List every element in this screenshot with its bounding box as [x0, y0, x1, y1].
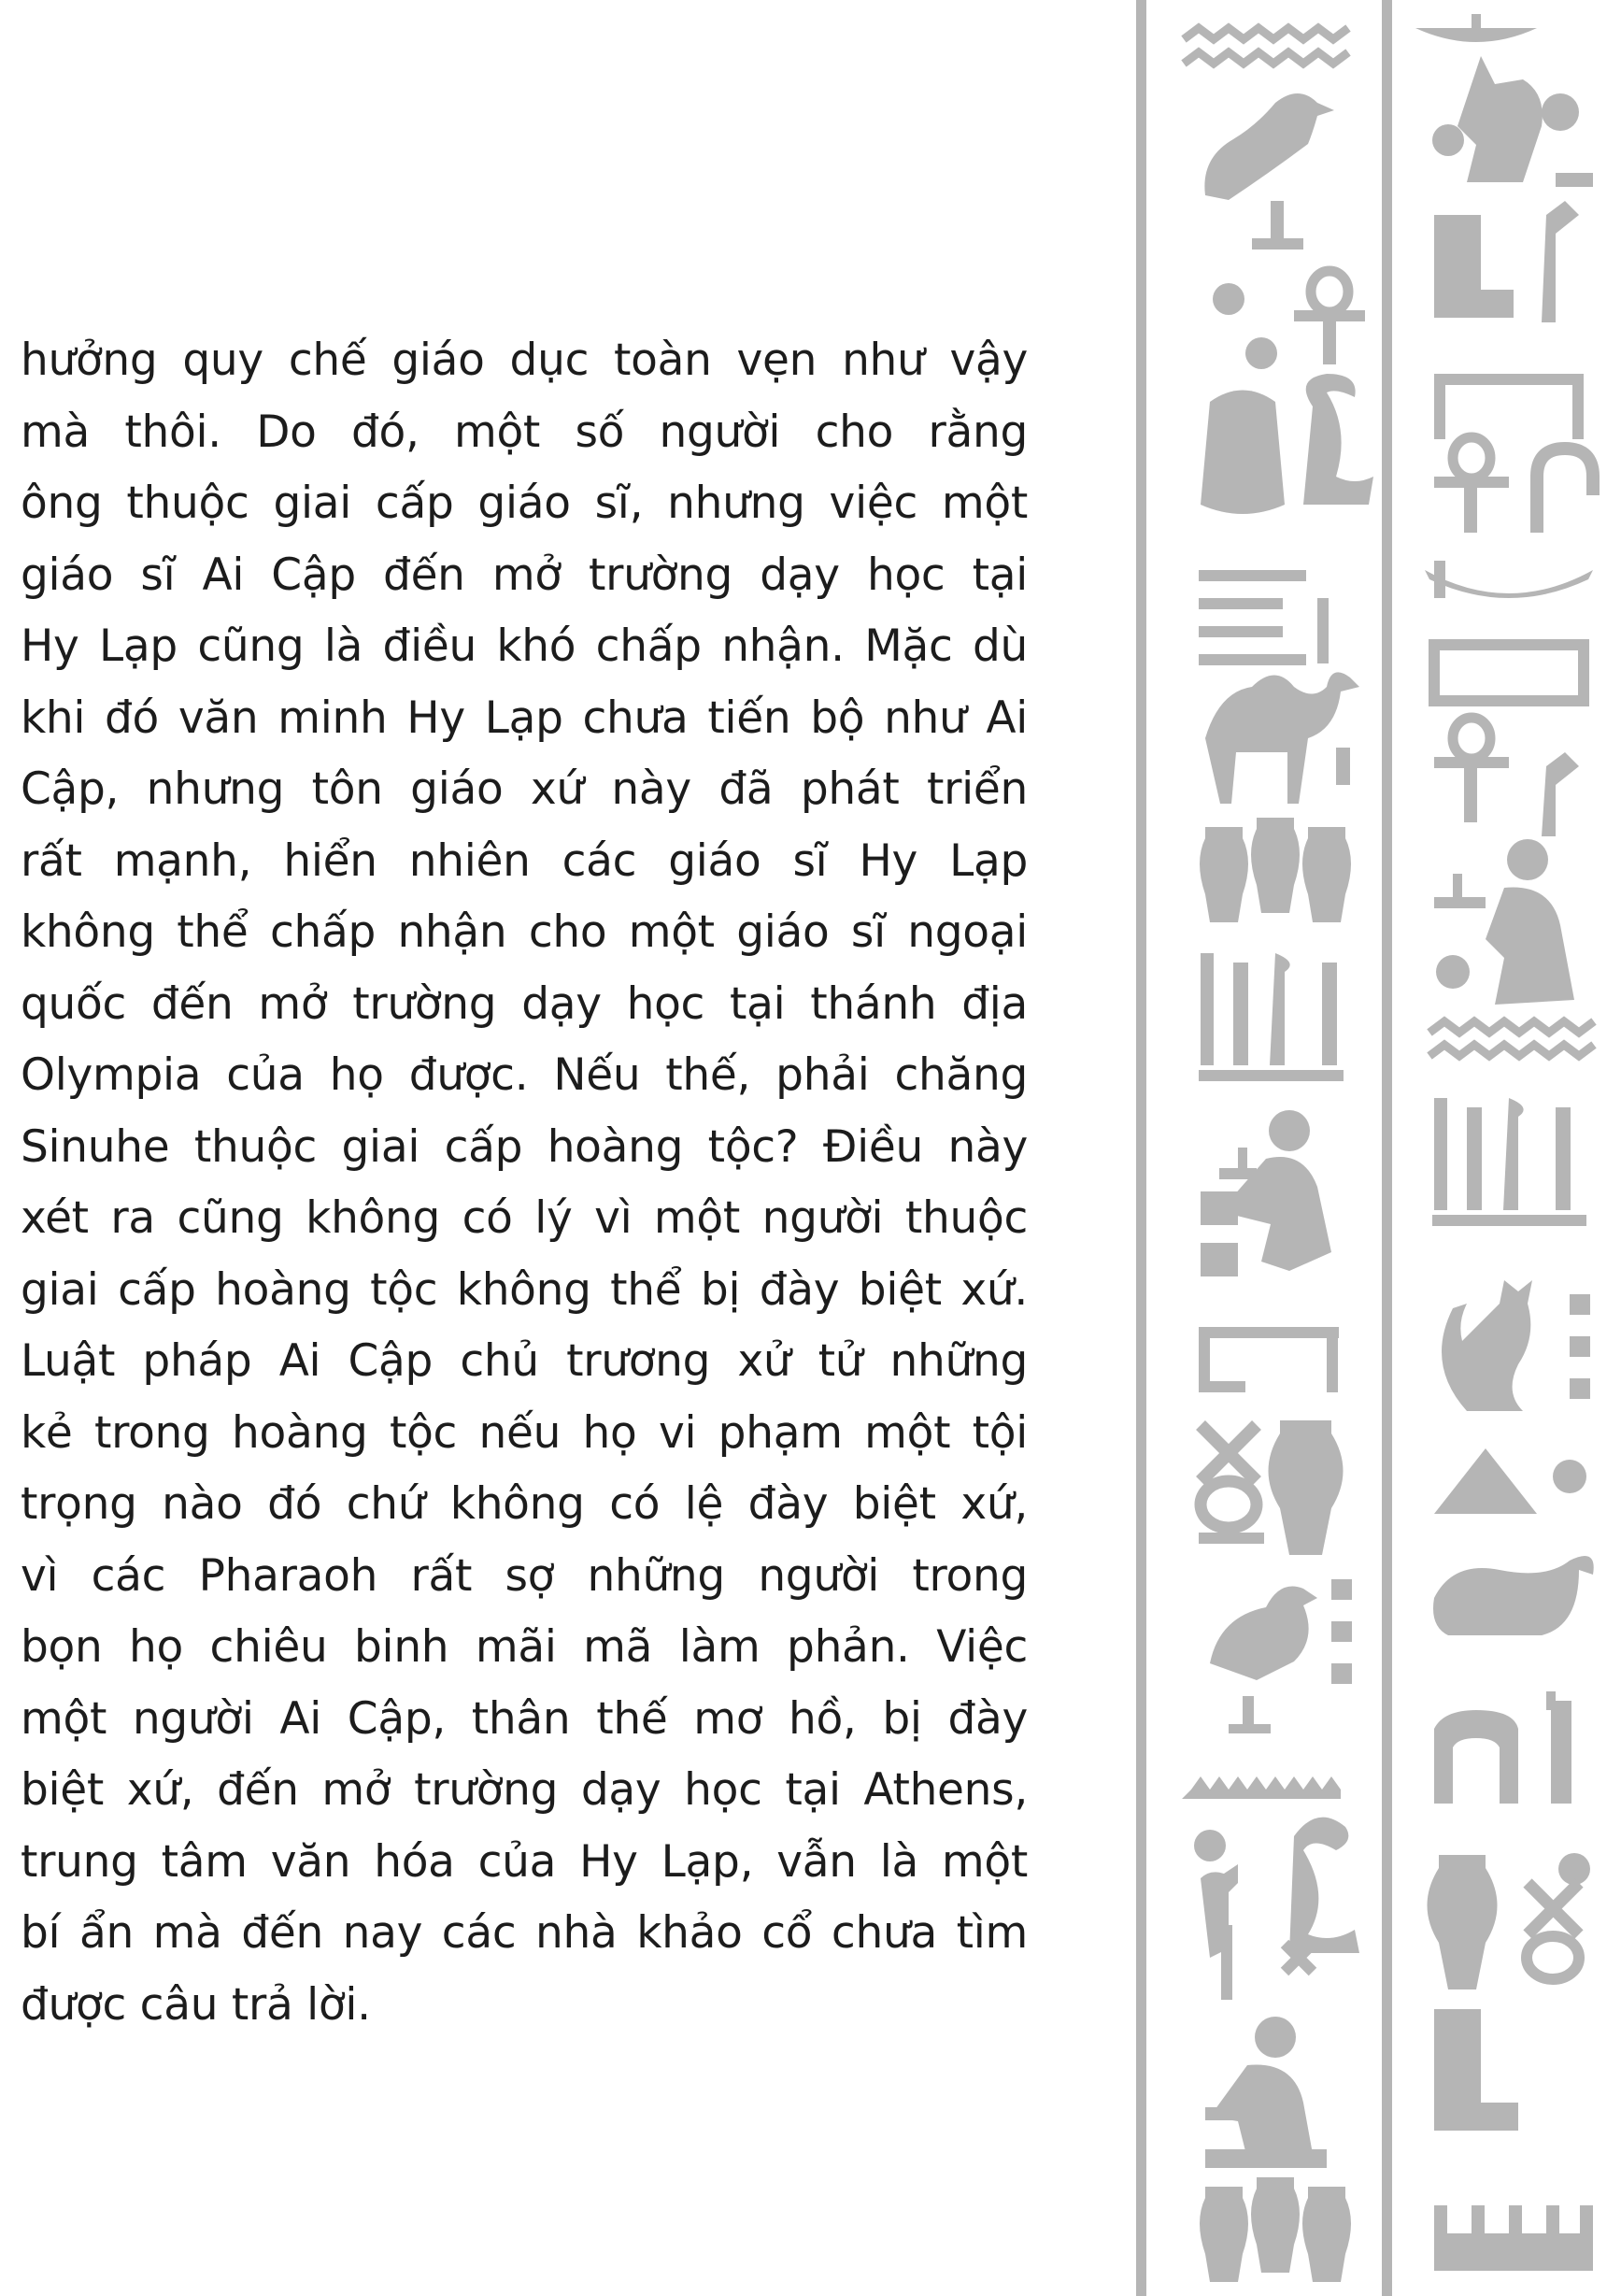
comb-right-icon — [1434, 374, 1584, 439]
text-line: giáo sĩ Ai Cập đến mở trường dạy học tại — [21, 549, 1028, 601]
bird-icon — [1210, 1579, 1352, 1733]
shepherd-crook-icon — [1537, 449, 1593, 533]
reed-mat-icon — [1182, 1776, 1341, 1799]
jars-bottom-icon — [1200, 2177, 1351, 2282]
text-line: không thể chấp nhận cho một giáo sĩ ngoại — [21, 906, 1028, 958]
ankh-right-icon — [1434, 437, 1509, 533]
text-line: Hy Lạp cũng là điều khó chấp nhận. Mặc dù — [21, 620, 1028, 672]
text-line: được câu trả lời. — [21, 1978, 371, 2031]
camel-icon — [1205, 672, 1359, 804]
ankh-icon — [1213, 271, 1365, 369]
reeds-right-icon — [1432, 1098, 1586, 1226]
ankh-right-2-icon — [1434, 718, 1579, 836]
pyramid-icon — [1434, 1448, 1586, 1514]
comb-icon — [1199, 570, 1329, 665]
text-line: trung tâm văn hóa của Hy Lạp, vẫn là một — [21, 1835, 1028, 1888]
seated-figure-right-icon — [1434, 839, 1574, 1005]
text-line: hưởng quy chế giáo dục toàn vẹn như vậy — [21, 335, 1028, 386]
seated-god-icon — [1432, 56, 1593, 187]
stairs-icon — [1434, 215, 1514, 318]
kneeling-figure-icon — [1205, 2017, 1327, 2168]
text-line: mà thôi. Do đó, một số người cho rằng — [21, 406, 1028, 458]
cat-icon — [1442, 1280, 1590, 1411]
text-line: biệt xứ, đến mở trường dạy học tại Athens, — [21, 1764, 1028, 1816]
jackal-icon — [1542, 201, 1579, 322]
coffin-icon — [1201, 391, 1285, 515]
jars-icon — [1200, 818, 1351, 922]
text-line: vì các Pharaoh rất sợ những người trong — [21, 1549, 1028, 1602]
jackal-standard-icon — [1201, 1864, 1238, 2000]
sun-disk-icon — [1194, 1830, 1226, 1861]
boat-icon — [1425, 561, 1593, 598]
text-line: Luật pháp Ai Cập chủ trương xử tử những — [21, 1335, 1028, 1387]
text-line: ông thuộc giai cấp giáo sĩ, nhưng việc một — [21, 478, 1028, 529]
vulture-icon — [1204, 93, 1334, 250]
water-zigzag-icon — [1184, 28, 1348, 64]
border-line-middle — [1382, 0, 1392, 2296]
shrine-frame-icon — [1199, 1327, 1339, 1392]
text-line: một người Ai Cập, thân thế mơ hồ, bị đày — [21, 1692, 1028, 1745]
shrine-icon — [1434, 1691, 1571, 1804]
text-line: Olympia của họ được. Nếu thế, phải chăng — [21, 1049, 1028, 1101]
text-line: giai cấp hoàng tộc không thể bị đày biệt xứ. — [21, 1263, 1028, 1316]
hieroglyph-border — [1135, 0, 1621, 2296]
reeds-icon — [1199, 953, 1344, 1081]
border-line-left — [1136, 0, 1146, 2296]
text-line: bọn họ chiêu binh mãi mã làm phản. Việc — [21, 1621, 1028, 1673]
body-text — [21, 325, 1028, 2041]
text-line: trọng nào đó chứ không có lệ đày biệt xứ, — [21, 1478, 1028, 1530]
text-line: Sinuhe thuộc giai cấp hoàng tộc? Điều này — [21, 1120, 1028, 1173]
rope-loop-icon — [1199, 1425, 1264, 1544]
text-line: Cập, nhưng tôn giáo xứ này đã phát triển — [21, 763, 1028, 815]
text-line: kẻ trong hoàng tộc nếu họ vi phạm một tội — [21, 1406, 1028, 1459]
vase-icon — [1269, 1420, 1344, 1555]
reed-mat-right-icon — [1434, 2205, 1593, 2271]
rope-loop-right-icon — [1527, 1883, 1579, 1979]
water-zigzag-right-icon — [1429, 1021, 1594, 1056]
text-line: xét ra cũng không có lý vì một người thuộc — [21, 1192, 1028, 1244]
house-icon — [1434, 645, 1584, 701]
offering-bowl-icon — [1415, 14, 1537, 42]
cobra-icon — [1303, 374, 1373, 505]
text-line: bí ẩn mà đến nay các nhà khảo cổ chưa tìm — [21, 1907, 1028, 1959]
heron-icon — [1285, 1818, 1359, 1972]
seated-figure-icon — [1201, 1110, 1331, 1276]
lion-icon — [1433, 1556, 1594, 1635]
text-line: rất mạnh, hiển nhiên các giáo sĩ Hy Lạp — [21, 834, 1028, 887]
stairs-right-icon — [1434, 2009, 1518, 2131]
text-line: khi đó văn minh Hy Lạp chưa tiến bộ như Ai — [21, 692, 1028, 744]
text-line: quốc đến mở trường dạy học tại thánh địa — [21, 977, 1028, 1030]
